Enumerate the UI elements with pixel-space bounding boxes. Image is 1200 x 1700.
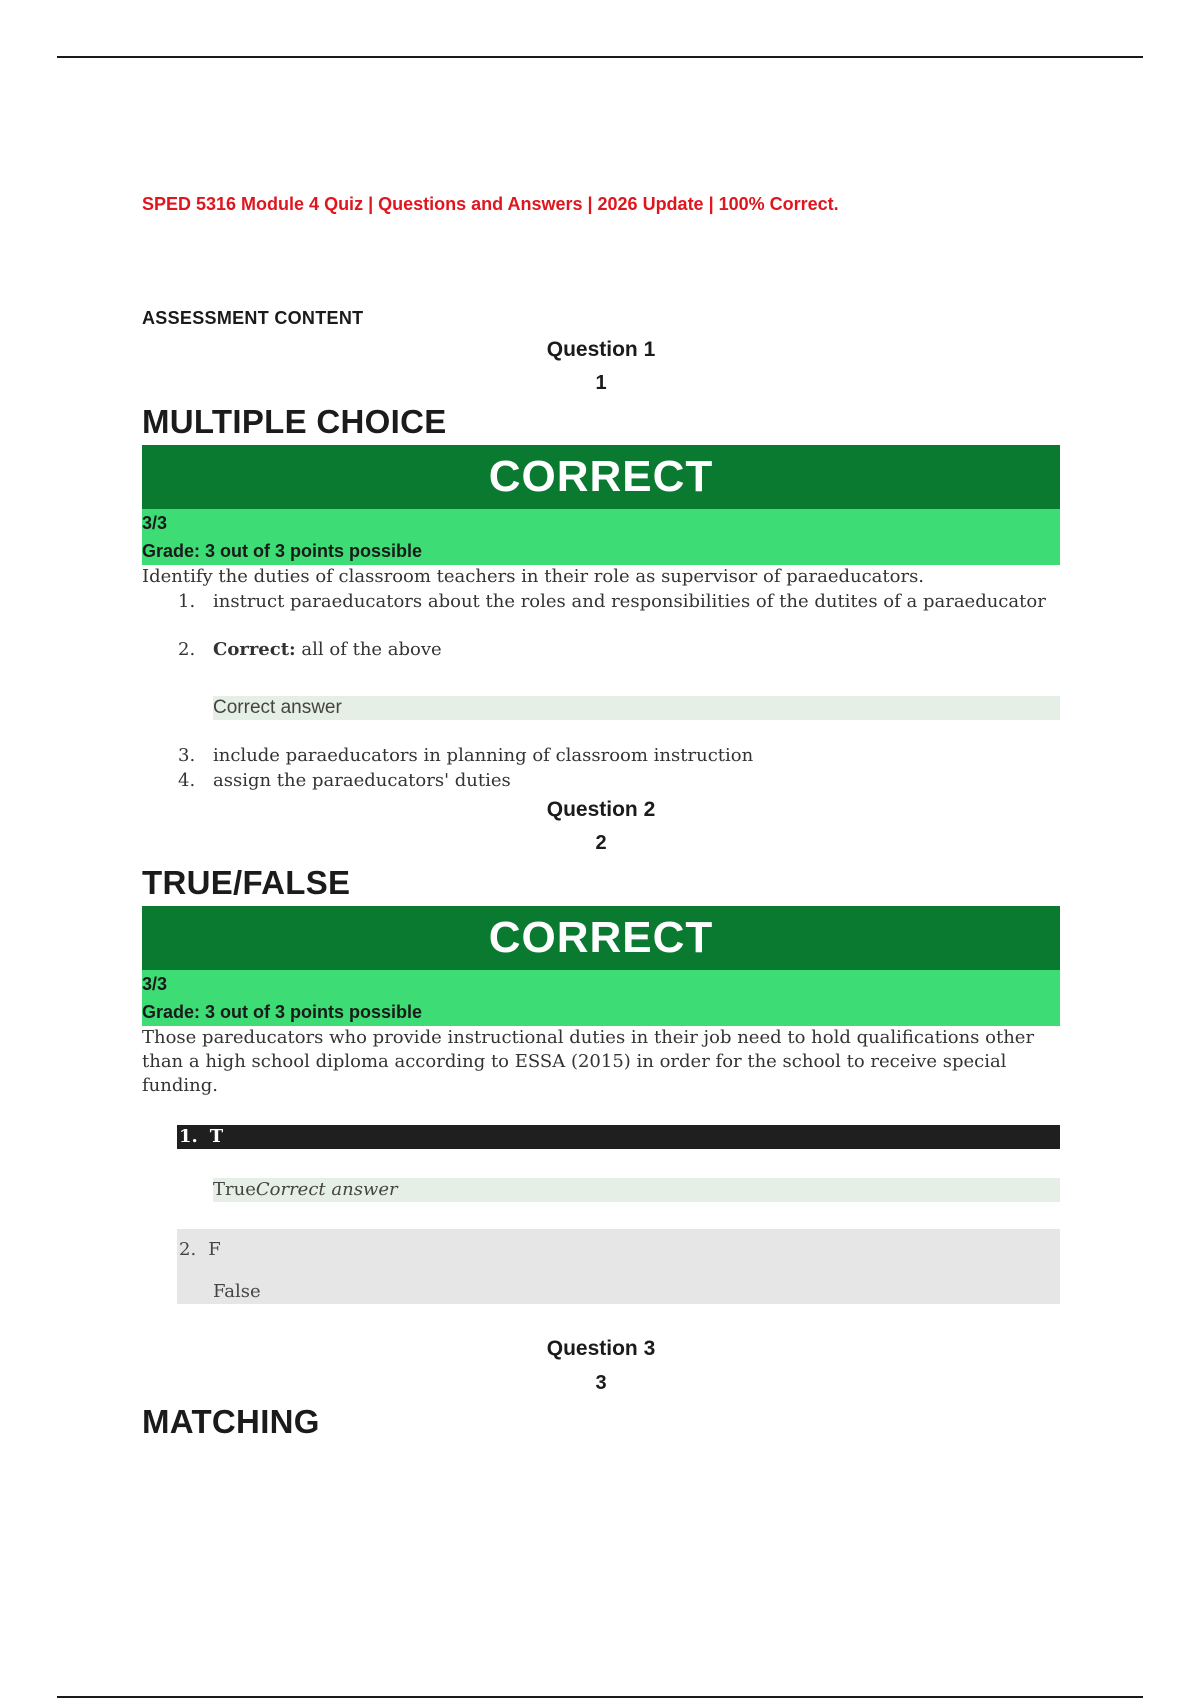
- option-number: 1.: [179, 1126, 198, 1147]
- question-2-correct-answer-strip: [213, 1178, 1060, 1202]
- question-1-correct-banner: CORRECT: [142, 445, 1060, 509]
- question-1-correct-answer-strip: [213, 696, 1060, 720]
- question-2-prompt: Those pareducators who provide instructional duties in their job need to hold qualifications other than a high school diploma according to ESSA (2015) in order for the school to receive special funding.: [142, 1027, 1035, 1096]
- question-2-number: 2: [595, 832, 607, 854]
- bottom-rule: [57, 1696, 1143, 1698]
- option-number: 3.: [178, 745, 196, 766]
- question-3-label: Question 3: [546, 1337, 656, 1360]
- option-text: instruct paraeducators about the roles and responsibilities of the dutites of a paraeducator: [213, 591, 1046, 612]
- question-1-option-2[interactable]: [178, 638, 1058, 662]
- question-2-option-true-selected[interactable]: [177, 1125, 1060, 1149]
- question-2-label: Question 2: [546, 798, 656, 821]
- question-1-option-3[interactable]: [178, 744, 1058, 768]
- correct-prefix: Correct:: [213, 639, 296, 660]
- option-label-true: True: [213, 1179, 256, 1200]
- top-rule: [57, 56, 1143, 58]
- option-number: 2.: [179, 1239, 197, 1260]
- question-2-score-box: [142, 970, 1060, 1026]
- option-label-false: False: [213, 1281, 261, 1302]
- question-3-type: MATCHING: [142, 1403, 320, 1440]
- option-text: all of the above: [301, 639, 442, 660]
- question-1-grade: Grade: 3 out of 3 points possible: [142, 541, 423, 561]
- question-2-option-false[interactable]: [177, 1229, 1060, 1304]
- option-letter: F: [208, 1239, 221, 1260]
- option-letter: T: [209, 1126, 224, 1147]
- question-1-option-4[interactable]: [178, 769, 1058, 793]
- question-1-score: 3/3: [142, 513, 168, 533]
- option-head: [179, 1239, 221, 1260]
- correct-answer-label: Correct answer: [255, 1179, 398, 1200]
- question-2-grade: Grade: 3 out of 3 points possible: [142, 1002, 423, 1022]
- option-number: 4.: [178, 770, 196, 791]
- question-1-type: MULTIPLE CHOICE: [142, 403, 447, 440]
- question-2-correct-banner: CORRECT: [142, 906, 1060, 970]
- option-text-wrapper: [213, 638, 1058, 661]
- option-number: 2.: [178, 639, 196, 660]
- document-title: SPED 5316 Module 4 Quiz | Questions and Answers | 2026 Update | 100% Correct.: [142, 194, 839, 214]
- option-text: assign the paraeducators' duties: [213, 770, 511, 791]
- assessment-content-header: ASSESSMENT CONTENT: [142, 308, 364, 328]
- option-text: include paraeducators in planning of classroom instruction: [213, 745, 754, 766]
- option-number: 1.: [178, 591, 196, 612]
- question-1-prompt: Identify the duties of classroom teachers in their role as supervisor of paraeducators.: [142, 566, 925, 587]
- question-2-score: 3/3: [142, 974, 168, 994]
- question-3-number: 3: [595, 1372, 607, 1394]
- question-1-option-1[interactable]: [178, 590, 1058, 638]
- correct-answer-label: Correct answer: [213, 697, 342, 718]
- question-1-score-box: [142, 509, 1060, 565]
- question-2-type: TRUE/FALSE: [142, 864, 351, 901]
- question-1-label: Question 1: [546, 338, 656, 361]
- question-1-number: 1: [595, 372, 607, 394]
